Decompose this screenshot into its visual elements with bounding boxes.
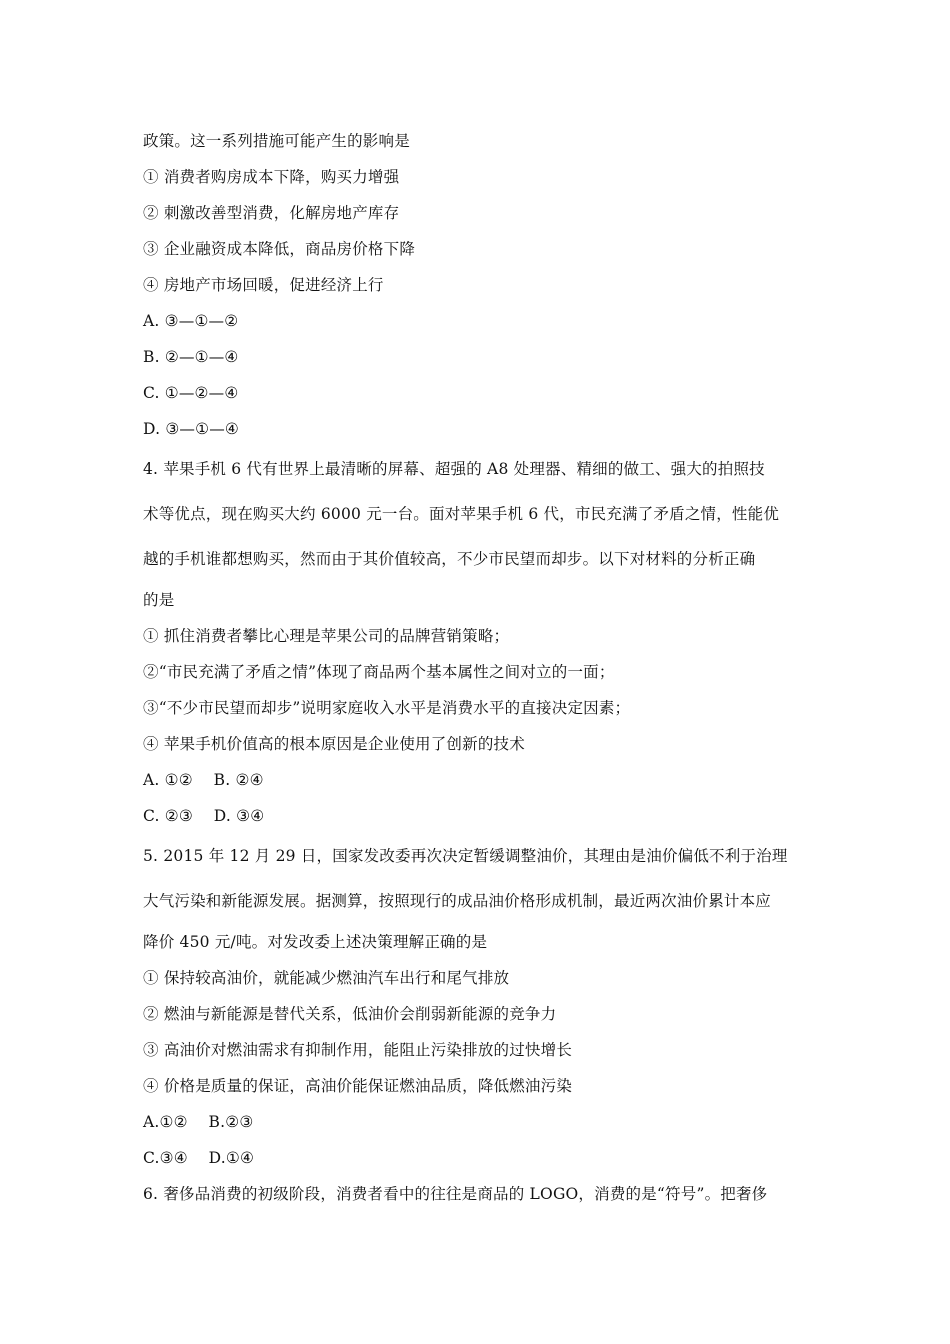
text-line: ④ 苹果手机价值高的根本原因是企业使用了创新的技术 xyxy=(143,735,525,753)
text-line: 政策。这一系列措施可能产生的影响是 xyxy=(143,132,410,150)
text-line: ③ 企业融资成本降低，商品房价格下降 xyxy=(143,240,416,258)
text-line: A.①② B.②③ xyxy=(143,1113,254,1131)
text-line: A. ③—①—② xyxy=(143,312,239,330)
text-line: 大气污染和新能源发展。据测算，按照现行的成品油价格形成机制，最近两次油价累计本应 xyxy=(143,892,772,910)
text-line: ② 刺激改善型消费，化解房地产库存 xyxy=(143,204,400,222)
text-line: 术等优点，现在购买大约 6000 元一台。面对苹果手机 6 代，市民充满了矛盾之情，性能优 xyxy=(143,505,780,523)
text-line: D. ③—①—④ xyxy=(143,420,240,438)
text-line: 5. 2015 年 12 月 29 日，国家发改委再次决定暂缓调整油价，其理由是油价偏低不利于治理 xyxy=(143,847,788,865)
text-line: ④ 房地产市场回暖，促进经济上行 xyxy=(143,276,384,294)
text-line: 4. 苹果手机 6 代有世界上最清晰的屏幕、超强的 A8 处理器、精细的做工、强大的拍照技 xyxy=(143,460,765,478)
document-body xyxy=(143,123,823,1212)
text-line: ③ 高油价对燃油需求有抑制作用，能阻止污染排放的过快增长 xyxy=(143,1041,573,1059)
text-line: B. ②—①—④ xyxy=(143,348,239,366)
text-line: C. ②③ D. ③④ xyxy=(143,807,265,825)
text-line: 越的手机谁都想购买，然而由于其价值较高，不少市民望而却步。以下对材料的分析正确 xyxy=(143,550,756,568)
text-line: ① 消费者购房成本下降，购买力增强 xyxy=(143,168,400,186)
text-line: ① 抓住消费者攀比心理是苹果公司的品牌营销策略； xyxy=(143,627,510,645)
text-line: 6. 奢侈品消费的初级阶段，消费者看中的往往是商品的 LOGO，消费的是“符号”。把奢侈 xyxy=(143,1185,768,1203)
text-line: ② 燃油与新能源是替代关系，低油价会削弱新能源的竞争力 xyxy=(143,1005,557,1023)
text-line: ④ 价格是质量的保证，高油价能保证燃油品质，降低燃油污染 xyxy=(143,1077,573,1095)
text-line: C.③④ D.①④ xyxy=(143,1149,255,1167)
text-line: ① 保持较高油价，就能减少燃油汽车出行和尾气排放 xyxy=(143,969,510,987)
text-line: C. ①—②—④ xyxy=(143,384,239,402)
text-line: 降价 450 元/吨。对发改委上述决策理解正确的是 xyxy=(143,933,488,951)
text-line: ②“市民充满了矛盾之情”体现了商品两个基本属性之间对立的一面； xyxy=(143,663,615,681)
text-line: A. ①② B. ②④ xyxy=(143,771,264,789)
text-line: 的是 xyxy=(143,591,175,609)
text-line: ③“不少市民望而却步”说明家庭收入水平是消费水平的直接决定因素； xyxy=(143,699,631,717)
